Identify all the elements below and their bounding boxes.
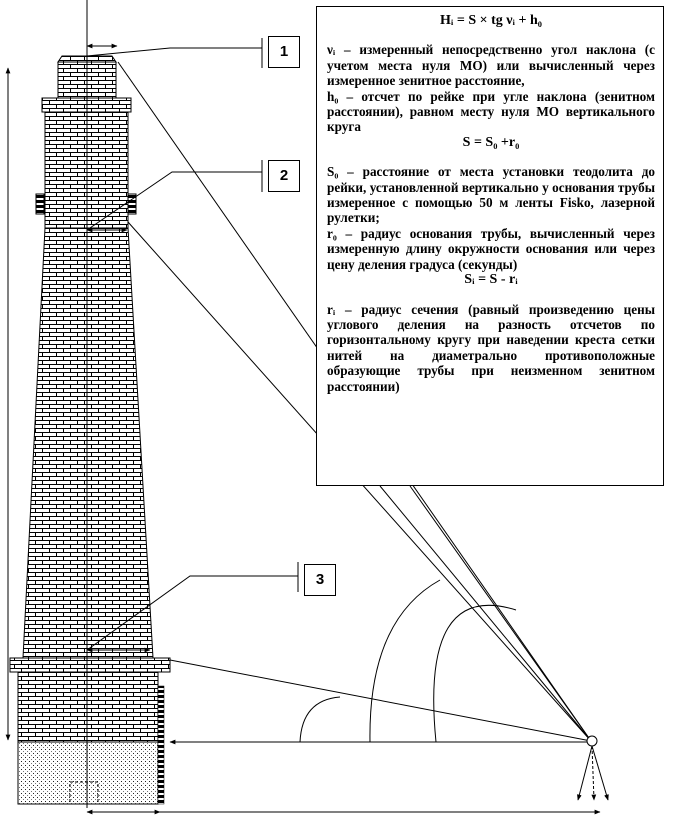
s-formula: S = S₀ +r₀: [462, 134, 520, 150]
angle-arc-medium: [370, 580, 440, 742]
formula-box: [316, 6, 664, 486]
tripod-leg-right: [592, 746, 608, 800]
main-formula: Hᵢ = S × tg νᵢ + h₀: [440, 13, 542, 28]
box-sight-line-a: [380, 486, 591, 741]
theodolite: [587, 736, 597, 746]
callout-2-box: 2: [268, 160, 300, 192]
tripod-leg-left: [578, 746, 592, 800]
box-sight-line-b: [410, 486, 591, 741]
chimney-shaft: [23, 228, 153, 658]
angle-arc-large: [434, 605, 516, 742]
chimney-foundation: [18, 742, 158, 804]
left-bracket: [36, 194, 44, 214]
base-cornice: [10, 658, 170, 672]
base-ladder: [158, 686, 164, 804]
chimney-base-section: [18, 672, 158, 742]
callout-1-leader: [87, 48, 262, 56]
angle-arc-small: [300, 697, 340, 742]
h-definition: h₀ – отсчет по рейке при угле наклона (зенитном расстоянии), равном месту нуля МО вертикального круга: [327, 88, 655, 135]
callout-1-box: 1: [268, 36, 300, 68]
r0-definition: r₀ – радиус основания трубы, вычисленный через измеренную длину окружности основания или через цену деления градуса (секунды): [327, 225, 655, 272]
tripod-leg-center: [592, 746, 594, 800]
v-definition: νᵢ – измеренный непосредственно угол наклона (с учетом места нуля МО) или вычисленный через измеренное зенитное расстояние,: [327, 42, 655, 89]
callout-3-box: 3: [304, 564, 336, 596]
s0-definition: S₀ – расстояние от места установки теодолита до рейки, установленной вертикально у основания трубы измеренное с помощью 50 м ленты Fisko, лазерной рулетки;: [327, 164, 655, 226]
ri-definition: rᵢ – радиус сечения (равный произведению цены углового деления на разность отсчетов по горизонтальному кругу при наведении креста сетки нитей на диаметрально противоположные образующие трубы при неизменном зенитном расстоянии): [327, 301, 655, 394]
sight-line-base: [170, 660, 591, 741]
si-formula: Sᵢ = S - rᵢ: [464, 272, 518, 288]
